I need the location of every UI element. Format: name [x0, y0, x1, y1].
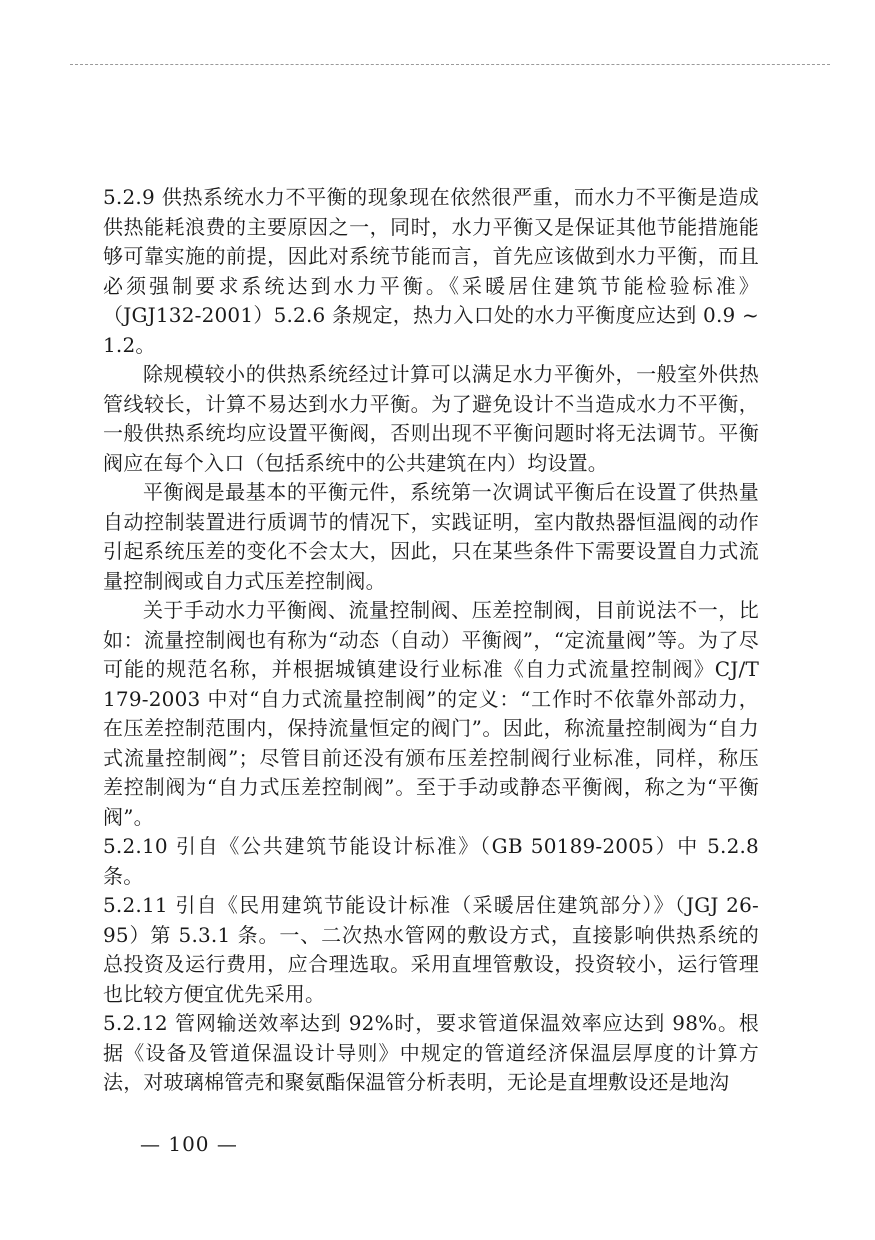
- paragraph-balance-reason: 除规模较小的供热系统经过计算可以满足水力平衡外，一般室外供热管线较长，计算不易达到水力平衡。为了避免设计不当造成水力不平衡，一般供热系统均应设置平衡阀，否则出现不平衡问题时将无法调节。平衡阀应在每个入口（包括系统中的公共建筑在内）均设置。: [103, 362, 759, 475]
- paragraph-valve-naming: 关于手动水力平衡阀、流量控制阀、压差控制阀，目前说法不一，比如：流量控制阀也有称为“动态（自动）平衡阀”，“定流量阀”等。为了尽可能的规范名称，并根据城镇建设行业标准《自力式流量控制阀》CJ/T 179-2003 中对“自力式流量控制阀”的定义：“工作时不依靠外部动力，在压差控制范围内，保持流量恒定的阀门”。因此，称流量控制阀为“自力式流量控制阀”；尽管目前还没有颁布压差控制阀行业标准，同样，称压差控制阀为“自力式压差控制阀”。至于手动或静态平衡阀，称之为“平衡阀”。: [103, 598, 759, 829]
- paragraph-5-2-9: 5.2.9 供热系统水力不平衡的现象现在依然很严重，而水力不平衡是造成供热能耗浪费的主要原因之一，同时，水力平衡又是保证其他节能措施能够可靠实施的前提，因此对系统节能而言，首先应该做到水力平衡，而且必须强制要求系统达到水力平衡。《采暖居住建筑节能检验标准》（JGJ132-2001）5.2.6 条规定，热力入口处的水力平衡度应达到 0.9 ~ 1.2。: [103, 185, 759, 357]
- paragraph-5-2-10: 5.2.10 引自《公共建筑节能设计标准》（GB 50189-2005）中 5.2.8 条。: [103, 834, 759, 888]
- page-body: [103, 183, 759, 1098]
- paragraph-5-2-12: 5.2.12 管网输送效率达到 92%时，要求管道保温效率应达到 98%。根据《设备及管道保温设计导则》中规定的管道经济保温层厚度的计算方法，对玻璃棉管壳和聚氨酯保温管分析表明，无论是直埋敷设还是地沟: [103, 1011, 759, 1094]
- header-rule: [70, 64, 830, 65]
- paragraph-balance-valve: 平衡阀是最基本的平衡元件，系统第一次调试平衡后在设置了供热量自动控制装置进行质调节的情况下，实践证明，室内散热器恒温阀的动作引起系统压差的变化不会太大，因此，只在某些条件下需要设置自力式流量控制阀或自力式压差控制阀。: [103, 480, 759, 593]
- page-number: — 100 —: [140, 1132, 238, 1156]
- paragraph-5-2-11: 5.2.11 引自《民用建筑节能设计标准（采暖居住建筑部分）》（JGJ 26-95）第 5.3.1 条。一、二次热水管网的敷设方式，直接影响供热系统的总投资及运行费用，应合理选取。采用直埋管敷设，投资较小，运行管理也比较方便宜优先采用。: [103, 893, 759, 1006]
